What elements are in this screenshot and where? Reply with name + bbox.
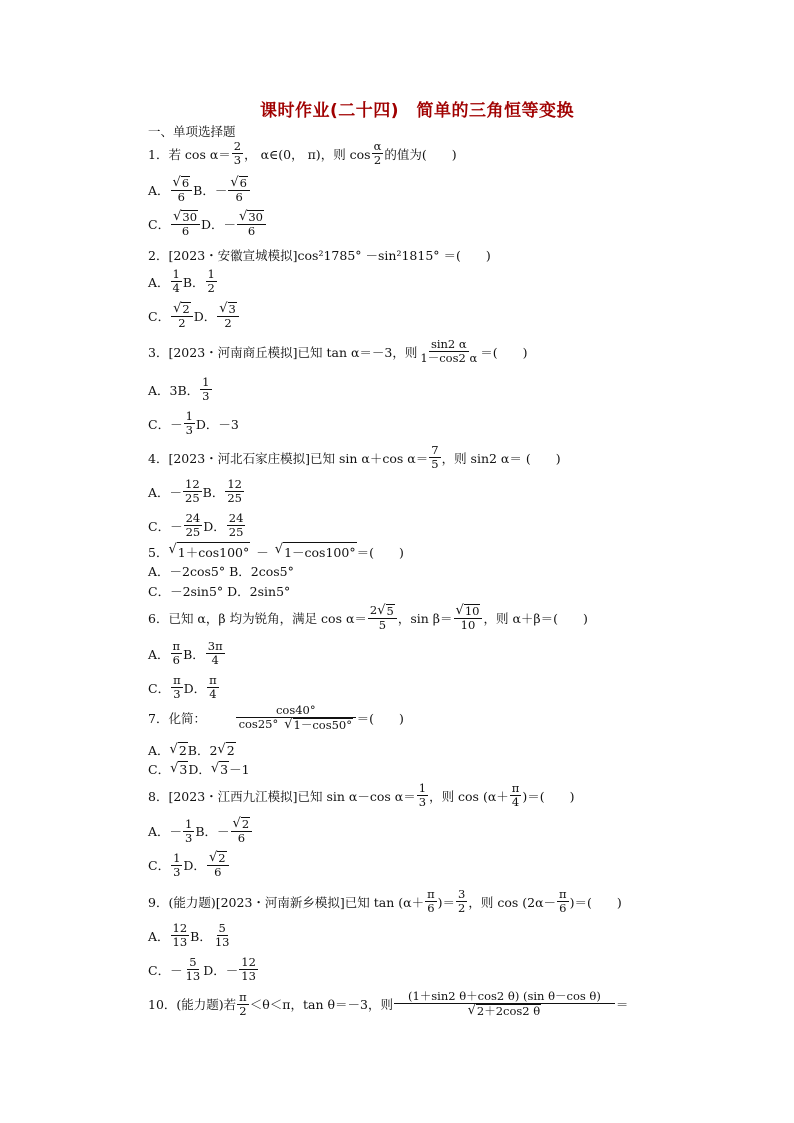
- question-9-options-cd: C．－ $\frac{5}{13}$ D．－ $\frac{12}{13}$: [148, 955, 256, 983]
- question-3-options-ab: A．3 B． $\frac{1}{3}$: [148, 375, 210, 403]
- question-6-options-ab: A． $\frac{\pi}{6}$ B． $\frac{3\pi}{4}$: [148, 639, 223, 667]
- question-9: 9．(能力题)[2023・河南新乡模拟]已知 tan (α＋ $\frac{\pi}{6}$ )＝ $\frac{3}{2}$ ，则 cos (2α－ $\frac{\pi}{6}$ )＝( ): [148, 887, 622, 915]
- question-2-options-cd: C． √ 2 2 D． √ 3 2: [148, 302, 240, 330]
- question-7-options-ab: A． √ 2 B．2 √ 2: [148, 742, 235, 758]
- question-1-options-cd: C． √ 30 6 D．－ √ 30 6: [148, 210, 267, 238]
- question-4-options-ab: A．－ $\frac{12}{25}$ B． $\frac{12}{25}$: [148, 477, 242, 505]
- question-7: 7．化简： cos40° cos25° √ 1－cos50° ＝( ): [148, 703, 404, 732]
- section-heading: 一、单项选择题: [148, 124, 236, 139]
- question-5: 5． √ 1＋cos100° － √ 1－cos100° ＝( ): [148, 542, 404, 560]
- question-1-options-ab: A． √ 6 6 B．－ √ 6 6: [148, 176, 251, 204]
- question-8-options-cd: C． $\frac{1}{3}$ D． √ 2 6: [148, 851, 230, 879]
- question-8: 8．[2023・江西九江模拟]已知 sin α－cos α＝ $\frac{1}{3}$ ，则 cos (α＋ $\frac{\pi}{4}$ )＝( ): [148, 781, 575, 809]
- question-10: 10．(能力题)若 $\frac{\pi}{2}$ ＜θ＜π，tan θ＝－3，则 (1＋sin2 θ＋cos2 θ) (sin θ－cos θ) √ 2＋2cos2 θ ＝: [148, 989, 629, 1018]
- question-1: 1．若 cos α＝ $\frac{2}{3}$ ， α∈(0， π)，则 cos $\frac{\alpha}{2}$ 的值为( ): [148, 139, 457, 167]
- question-8-options-ab: A．－ $\frac{1}{3}$ B．－ √ 2 6: [148, 817, 253, 845]
- page-title: 课时作业(二十四) 简单的三角恒等变换: [259, 101, 575, 121]
- fraction: $\frac{2}{3}$: [233, 139, 242, 167]
- question-3: 3．[2023・河南商丘模拟]已知 tan α＝－3，则 $\frac{\sin 2 \alpha}{1-\cos 2 \alpha}$ ＝( ): [148, 337, 528, 365]
- question-2: 2．[2023・安徽宣城模拟]cos²1785° －sin²1815° ＝( ): [148, 248, 491, 263]
- question-9-options-ab: A． $\frac{12}{13}$ B． $\frac{5}{13}$: [148, 921, 230, 949]
- question-6: 6．已知 α，β 均为锐角，满足 cos α＝ 2 √ 5 5 ，sin β＝ √ 10 10 ，则 α＋β＝( ): [148, 603, 588, 632]
- question-4-options-cd: C．－ $\frac{24}{25}$ D． $\frac{24}{25}$: [148, 511, 244, 539]
- question-7-options-cd: C． √ 3 D． √ 3 －1: [148, 761, 250, 777]
- question-6-options-cd: C． $\frac{\pi}{3}$ D． $\frac{\pi}{4}$: [148, 673, 217, 701]
- question-3-options-cd: C．－ $\frac{1}{3}$ D．－3: [148, 409, 239, 437]
- question-5-options-ab: A．－2cos5° B．2cos5°: [148, 564, 294, 579]
- question-4: 4．[2023・河北石家庄模拟]已知 sin α＋cos α＝ $\frac{7}{5}$ ，则 sin2 α＝ ( ): [148, 443, 561, 471]
- question-2-options-ab: A． $\frac{1}{4}$ B． $\frac{1}{2}$: [148, 267, 215, 295]
- question-5-options-cd: C．－2sin5° D．2sin5°: [148, 584, 291, 599]
- fraction: $\frac{\alpha}{2}$: [373, 139, 382, 167]
